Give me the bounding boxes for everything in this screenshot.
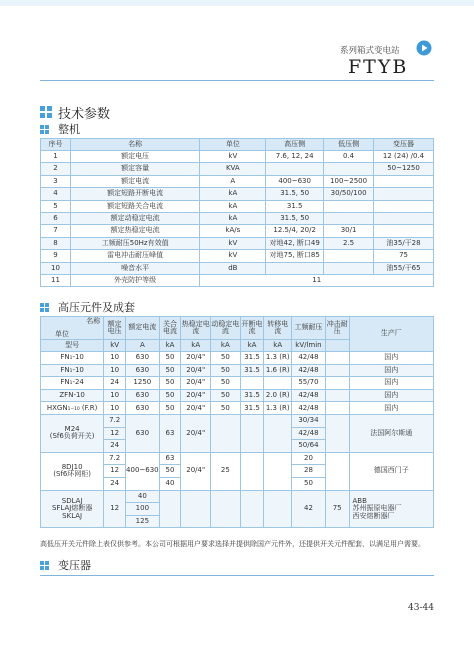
unit-cell: kV/lmin <box>292 340 326 352</box>
table-cell: 42 <box>292 490 326 528</box>
table-cell: 国内 <box>349 377 433 390</box>
table-cell: 28 <box>292 465 326 478</box>
table-cell: 50 <box>159 377 181 390</box>
section-title-tech-params: 技术参数 <box>58 107 111 122</box>
table-cell <box>374 200 434 212</box>
table-cell: 10 <box>104 389 126 402</box>
section-grid-icon <box>40 106 52 118</box>
table-cell: 2.5 <box>324 237 374 249</box>
table-cell: 50 <box>211 364 241 377</box>
table-cell: A <box>200 175 266 187</box>
table-cell: 10 <box>104 402 126 415</box>
table-cell: 对地42, 断口49 <box>266 237 324 249</box>
table-cell: 30/50/100 <box>324 188 374 200</box>
table-cell: 31.5, 50 <box>266 188 324 200</box>
table-row <box>41 452 434 465</box>
table-row <box>41 225 434 237</box>
table-cell <box>266 262 324 274</box>
table-cell: 12 (24) /0.4 <box>374 151 434 163</box>
table-cell: kV <box>200 151 266 163</box>
table-cell: 12.5/4, 20/2 <box>266 225 324 237</box>
table-cell: kA/s <box>200 225 266 237</box>
table-cell: kV <box>200 250 266 262</box>
table-cell: 31.5 <box>266 200 324 212</box>
table-cell: 31.5 <box>240 389 264 402</box>
table-cell: HXGN₁₋₁₀ (F.R) <box>41 402 104 415</box>
table-cell <box>324 212 374 224</box>
table-cell <box>374 225 434 237</box>
col-header: 开断电流 <box>240 317 264 340</box>
table-cell: 1250 <box>126 377 160 390</box>
model-name: 8DJ10 <box>61 462 83 471</box>
table-cell <box>324 250 374 262</box>
table-cell: 24 <box>104 477 126 490</box>
table-cell: 4 <box>41 188 71 200</box>
table-cell: 20/4" <box>181 389 211 402</box>
table-cell: 40 <box>126 490 160 503</box>
maker-cell <box>349 490 433 528</box>
table-cell: 75 <box>374 250 434 262</box>
table-cell: 油55/干65 <box>374 262 434 274</box>
table-cell: 11 <box>41 274 71 286</box>
table-cell: 额定短路开断电流 <box>70 188 200 200</box>
table-cell <box>325 402 349 415</box>
table-cell <box>240 452 264 490</box>
table-row <box>41 377 434 390</box>
table-row <box>41 200 434 212</box>
unit-cell: kA <box>159 340 181 352</box>
maker-line: ABB <box>352 496 367 505</box>
unit-cell: kA <box>211 340 241 352</box>
table-cell: 20/4" <box>181 414 211 452</box>
table-cell: 50 <box>159 364 181 377</box>
table-cell: 50 <box>211 402 241 415</box>
corner-label-model: 型号 <box>41 340 104 352</box>
table-cell: 42/48 <box>292 364 326 377</box>
footnote: 高低压开关元件除上表仅供参考。本公司可根据用户要求选择并提供除国产元件外，还提供开关元件配套，以满足用户需要。 <box>40 540 425 548</box>
hv-components-table <box>40 316 434 528</box>
table-cell: 2.0 (R) <box>264 389 292 402</box>
table-cell: 31.5, 50 <box>266 212 324 224</box>
table-cell: 1.3 (R) <box>264 402 292 415</box>
table-cell: 国内 <box>349 402 433 415</box>
model-name: SDLAJ <box>61 496 83 505</box>
table-cell: 50/64 <box>292 440 326 453</box>
table-cell: 德国西门子 <box>349 452 433 490</box>
table-cell: 20/4" <box>181 452 211 490</box>
table-row <box>41 212 434 224</box>
table-cell: 30/34 <box>292 414 326 427</box>
corner-label-name: 名称 <box>86 317 101 325</box>
table-cell: ZFN-10 <box>41 389 104 402</box>
table-cell: 5 <box>41 200 71 212</box>
table-cell: 20/4" <box>181 352 211 365</box>
table-cell: kA <box>200 212 266 224</box>
subsection-grid-icon <box>40 303 49 312</box>
table-row <box>41 389 434 402</box>
table-cell: 国内 <box>349 389 433 402</box>
table-cell <box>211 490 241 528</box>
table-cell: 0.4 <box>324 151 374 163</box>
table-cell: 7 <box>41 225 71 237</box>
table-cell: 3 <box>41 175 71 187</box>
table-cell: 额定电流 <box>70 175 200 187</box>
unit-cell: kA <box>264 340 292 352</box>
table-cell: 1 <box>41 151 71 163</box>
table-cell <box>324 200 374 212</box>
table-cell <box>264 377 292 390</box>
table-cell: 63 <box>159 452 181 465</box>
table-cell: 25 <box>211 452 241 490</box>
subsection-grid-icon <box>40 125 49 134</box>
table-cell <box>181 490 211 528</box>
table-cell: 630 <box>126 364 160 377</box>
table-cell <box>374 212 434 224</box>
table-cell: 630 <box>126 414 160 452</box>
table-cell: 噪音水平 <box>70 262 200 274</box>
table-cell: 30/1 <box>324 225 374 237</box>
complete-unit-table <box>40 138 434 287</box>
table-cell: 630 <box>126 389 160 402</box>
table-row <box>41 364 434 377</box>
table-row <box>41 352 434 365</box>
table-cell <box>264 452 292 490</box>
table-cell: 油35/干28 <box>374 237 434 249</box>
table-cell: 63 <box>159 414 181 452</box>
table-cell: 24 <box>104 440 126 453</box>
table-cell: kV <box>200 237 266 249</box>
unit-cell: kV <box>104 340 126 352</box>
table-cell: 12 <box>104 427 126 440</box>
unit-cell <box>325 340 349 352</box>
maker-line: 西安熔断器厂 <box>352 511 395 520</box>
table-cell: 50 <box>159 352 181 365</box>
table-row <box>41 163 434 175</box>
table-cell: 20/4" <box>181 364 211 377</box>
table-cell: 9 <box>41 250 71 262</box>
table-cell: 50 <box>211 352 241 365</box>
page-number: 43-44 <box>408 603 434 613</box>
model-desc: (Sf6负荷开关) <box>49 432 95 441</box>
table-cell: 50 <box>159 402 181 415</box>
table-cell: KVA <box>200 163 266 175</box>
table-cell <box>325 377 349 390</box>
table-cell: 24 <box>104 377 126 390</box>
col-header: 单位 <box>200 139 266 151</box>
table-cell: 10 <box>41 262 71 274</box>
play-circle-icon <box>416 40 432 56</box>
table-cell <box>159 490 181 528</box>
brand-logo-text: FTYB <box>348 56 409 78</box>
table-cell: 50~1250 <box>374 163 434 175</box>
table-cell <box>324 262 374 274</box>
table-cell: 50 <box>211 377 241 390</box>
model-desc: (Sf6环网柜) <box>53 470 92 479</box>
table-cell: 31.5 <box>240 402 264 415</box>
subsection-grid-icon <box>40 561 49 570</box>
table-cell: 400~630 <box>266 175 324 187</box>
corner-header <box>41 317 104 340</box>
col-header: 名称 <box>70 139 200 151</box>
col-header: 关合电流 <box>159 317 181 340</box>
col-header: 低压侧 <box>324 139 374 151</box>
table-cell <box>324 163 374 175</box>
table-row <box>41 402 434 415</box>
table-cell: 11 <box>200 274 434 286</box>
model-name: SFLAJ熔断器 <box>51 504 93 513</box>
table-cell: 雷电冲击耐压峰值 <box>70 250 200 262</box>
table-row <box>41 188 434 200</box>
table-cell <box>240 377 264 390</box>
table-cell: 125 <box>126 515 160 528</box>
table-cell: 50 <box>211 389 241 402</box>
table-cell: 630 <box>126 352 160 365</box>
table-cell: 10 <box>104 364 126 377</box>
col-header: 工频耐压 <box>292 317 326 340</box>
table-cell: 20/4" <box>181 402 211 415</box>
table-cell: FN₁-10 <box>41 364 104 377</box>
table-cell: FN₁-24 <box>41 377 104 390</box>
table-cell: 50 <box>292 477 326 490</box>
unit-cell: kA <box>181 340 211 352</box>
table-cell: FN₁-10 <box>41 352 104 365</box>
table-cell <box>240 490 264 528</box>
model-cell-m24 <box>41 414 104 452</box>
maker-line: 苏州振原电器厂 <box>352 504 402 513</box>
table-cell: 400~630 <box>126 452 160 490</box>
table-cell: 额定短路关合电流 <box>70 200 200 212</box>
unit-cell: kA <box>240 340 264 352</box>
table-cell: 7.2 <box>104 452 126 465</box>
table-cell: 31.5 <box>240 352 264 365</box>
table-cell <box>264 490 292 528</box>
model-cell-sdlaj <box>41 490 104 528</box>
table-cell: 10 <box>104 352 126 365</box>
table-header-row <box>41 317 434 340</box>
table-cell: 50 <box>159 465 181 478</box>
corner-label-unit: 单位 <box>55 329 69 338</box>
table-cell: 42/48 <box>292 402 326 415</box>
table-cell: 外壳防护等级 <box>70 274 200 286</box>
table-cell <box>325 452 349 490</box>
model-name: M24 <box>64 425 80 434</box>
col-header: 转移电流 <box>264 317 292 340</box>
series-label: 系列箱式变电站 <box>340 46 400 56</box>
table-cell: 国内 <box>349 364 433 377</box>
table-cell: 工频耐压50Hz有效值 <box>70 237 200 249</box>
table-cell: 1.6 (R) <box>264 364 292 377</box>
table-cell: 12 <box>104 490 126 528</box>
footer-divider <box>40 575 434 576</box>
table-cell: 1.3 (R) <box>264 352 292 365</box>
table-row <box>41 237 434 249</box>
header-divider <box>40 80 434 81</box>
table-row <box>41 250 434 262</box>
table-row <box>41 151 434 163</box>
table-cell: 6 <box>41 212 71 224</box>
table-cell: 额定动稳定电流 <box>70 212 200 224</box>
table-cell: 630 <box>126 402 160 415</box>
table-cell <box>211 414 241 452</box>
table-cell: 20 <box>292 452 326 465</box>
col-header: 生产厂 <box>349 317 433 352</box>
table-cell <box>325 389 349 402</box>
table-cell <box>325 364 349 377</box>
col-header: 高压侧 <box>266 139 324 151</box>
table-row <box>41 490 434 503</box>
col-header: 动稳定电流 <box>211 317 241 340</box>
col-header: 冲击耐压 <box>325 317 349 340</box>
table-cell: 42/48 <box>292 352 326 365</box>
subsection-title-transformer: 变压器 <box>58 559 91 572</box>
table-row <box>41 175 434 187</box>
model-cell-8dj10 <box>41 452 104 490</box>
table-cell: 7.6, 12, 24 <box>266 151 324 163</box>
table-cell <box>325 414 349 452</box>
table-cell: 额定容量 <box>70 163 200 175</box>
table-cell: 75 <box>325 490 349 528</box>
table-header-row <box>41 139 434 151</box>
table-cell: 对地75, 断口85 <box>266 250 324 262</box>
subsection-title-hv-components: 高压元件及成套 <box>58 301 135 314</box>
table-cell: 50 <box>159 389 181 402</box>
table-cell: kA <box>200 188 266 200</box>
table-cell: 国内 <box>349 352 433 365</box>
table-cell <box>240 414 264 452</box>
unit-cell: A <box>126 340 160 352</box>
table-cell: 42/48 <box>292 427 326 440</box>
table-cell: dB <box>200 262 266 274</box>
table-cell: 12 <box>104 465 126 478</box>
table-cell: 20/4" <box>181 377 211 390</box>
col-header: 序号 <box>41 139 71 151</box>
col-header: 热稳定电流 <box>181 317 211 340</box>
table-cell <box>325 352 349 365</box>
model-name: SKLAJ <box>62 511 83 520</box>
table-cell <box>266 163 324 175</box>
table-cell: kA <box>200 200 266 212</box>
col-header: 变压器 <box>374 139 434 151</box>
table-cell <box>374 175 434 187</box>
col-header: 额定电压 <box>104 317 126 340</box>
table-cell: 55/70 <box>292 377 326 390</box>
table-row <box>41 274 434 286</box>
subsection-title-complete-unit: 整机 <box>58 123 80 136</box>
top-band <box>0 0 474 6</box>
table-cell: 额定热稳定电流 <box>70 225 200 237</box>
table-cell: 额定电压 <box>70 151 200 163</box>
table-cell: 8 <box>41 237 71 249</box>
table-cell: 100 <box>126 503 160 516</box>
table-cell: 42/48 <box>292 389 326 402</box>
table-cell <box>264 414 292 452</box>
table-cell: 7.2 <box>104 414 126 427</box>
table-row <box>41 262 434 274</box>
table-cell: 31.5 <box>240 364 264 377</box>
col-header: 额定电流 <box>126 317 160 340</box>
table-cell: 法国阿尔斯通 <box>349 414 433 452</box>
table-cell: 100~2500 <box>324 175 374 187</box>
table-cell: 2 <box>41 163 71 175</box>
table-cell <box>374 188 434 200</box>
table-cell: 40 <box>159 477 181 490</box>
table-row <box>41 414 434 427</box>
